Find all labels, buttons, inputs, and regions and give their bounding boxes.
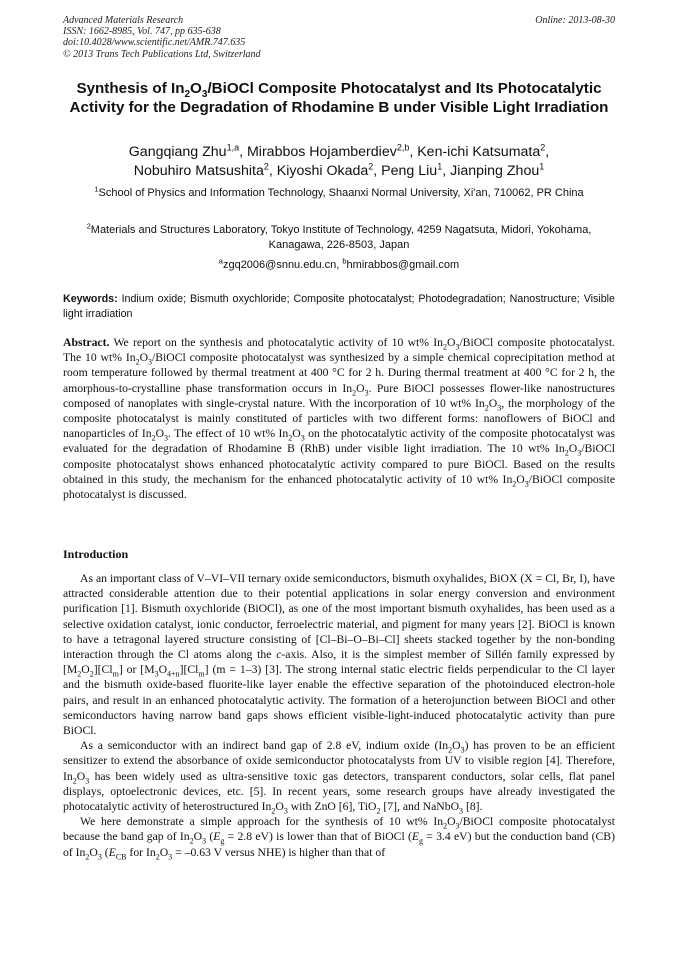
author: Jianping Zhou — [450, 163, 540, 179]
affiliation-1: $^1$School of Physics and Information Technology, Shaanxi Normal University, Xi'an, 710062, PR China — [94, 184, 584, 199]
journal-header — [63, 15, 615, 60]
author-emails: $^a$zgq2006@snnu.edu.cn, $^b$hmirabbos@gmail.com — [218, 256, 460, 271]
author: Kiyoshi Okada — [276, 163, 369, 179]
journal-name: Advanced Materials Research — [63, 15, 184, 26]
author: Ken-ichi Katsumata — [417, 144, 541, 160]
author: Mirabbos Hojamberdiev — [246, 144, 397, 160]
keywords-label: Keywords: — [63, 293, 118, 305]
paragraph: We here demonstrate a simple approach for the synthesis of 10 wt% $In_2O_3$/BiOCl composite photocatalyst because the band gap of $In_2O_3$ ($E_g = 2.8$ eV) is lower than that of BiOCl ($E_g = 3.4$ eV) but the conduction band (CB) of $In_2O_3$ ($E_{CB}$ for $In_2O_3 = -0.63$ V versus NHE) is higher than that of — [63, 815, 615, 861]
abstract — [63, 335, 615, 502]
keywords-text: Indium oxide; Bismuth oxychloride; Composite photocatalyst; Photodegradation; Nanostructure; Visible light irradiation — [63, 293, 615, 320]
author: Nobuhiro Matsushita — [133, 163, 264, 179]
introduction-body — [63, 571, 615, 860]
author: Gangqiang Zhu — [128, 144, 227, 160]
author-list: Gangqiang Zhu$^{1,a}$, Mirabbos Hojamberdiev$^{2,b}$, Ken-ichi Katsumata$^2$, Nobuhiro Matsushita$^2$, Kiyoshi Okada$^2$, Peng Liu$^1$, Jianping Zhou$^1$ — [128, 142, 550, 179]
copyright-line: © 2013 Trans Tech Publications Ltd, Switzerland — [63, 48, 261, 60]
section-heading-introduction: Introduction — [63, 547, 129, 561]
abstract-label: Abstract. — [63, 336, 110, 349]
doi-line: doi:10.4028/www.scientific.net/AMR.747.635 — [63, 37, 246, 49]
abstract-body: We report on the synthesis and photocatalytic activity of 10 wt% $In_2O_3$/BiOCl composite photocatalyst. The 10 wt% $In_2O_3$/BiOCl composite photocatalyst was synthesized by a simple chemical coprecipitation method at room temperature followed by thermal treatment at 400 °C for 2 h. During thermal treatment at 400 °C for 2 h, the amorphous-to-crystalline phase transformation occurs in $In_2O_3$. Pure BiOCl possesses flower-like nanostructures composed of nanoplates with single-crystal nature. With the incorporation of 10 wt% $In_2O_3$, the morphology of the composite photocatalyst is mainly constituted of particles with two different forms: nanoflowers of BiOCl and nanoparticles of $In_2O_3$. The effect of 10 wt% $In_2O_3$ on the photocatalytic activity of the composite photocatalyst was evaluated for the degradation of Rhodamine B (RhB) under visible light irradiation. The 10 wt% $In_2O_3$/BiOCl composite photocatalyst shows enhanced photocatalytic activity compared to pure BiOCl. Based on the results obtained in this study, the mechanism for the enhanced photocatalytic activity of 10 wt% $In_2O_3$/BiOCl composite photocatalyst is discussed. — [63, 336, 616, 502]
paragraph: As a semiconductor with an indirect band gap of 2.8 eV, indium oxide $(In_2O_3)$ has proven to be an efficient sensitizer to extend the absorbance of oxide semiconductor photocatalysts from UV to visible region [4]. Therefore, $In_2O_3$ has been widely used as ultra-sensitive toxic gas detectors, transparent conductors, solar cells, flat panel displays, optoelectronic devices, etc. [5]. In recent years, some research groups have already investigated the photocatalytic activity of heterostructured $In_2O_3$ with ZnO [6], TiO$_2$ [7], and NaNbO$_3$ [8]. — [63, 739, 615, 816]
online-date: Online: 2013-08-30 — [535, 15, 615, 26]
affiliation-2: $^2$Materials and Structures Laboratory, Tokyo Institute of Technology, 4259 Nagatsuta, Midori, Yokohama, Kanagawa, 226-8503, Japan — [86, 221, 592, 251]
keywords — [63, 292, 615, 321]
author: Peng Liu — [381, 163, 438, 179]
paper-title: Synthesis of $In_2O_3$/BiOCl Composite Photocatalyst and Its Photocatalytic Activity for the Degradation of Rhodamine B under Visible Light Irradiation — [69, 80, 609, 116]
paragraph: As an important class of V–VI–VII ternary oxide semiconductors, bismuth oxyhalides, BiOX (X = Cl, Br, I), have attracted considerable attention due to their potential applications in solar energy conversion and environment purification [1]. Bismuth oxychloride (BiOCl), as one of the most important bismuth oxyhalides, has been used as a selective oxidation catalyst, ionic conductor, ferroelectric material, and pigment for many years [2]. BiOCl is known to have a tetragonal layered structure consisting of [Cl–Bi–O–Bi–Cl] sheets stacked together by the non-bonding interaction through the Cl atoms along the c-axis. Also, it is the simplest member of Sillén family expressed by $[M_2O_2][Cl_m]$ or $[M_3O_{4+n}][Cl_m] (m = 1-3)$ [3]. The strong internal static electric fields perpendicular to the Cl layer and the bismuth oxide-based fluorite-like layer enable the effective separation of the photoinduced electron-hole pairs, and result in an enhanced photocatalytic activity. The formation of a heterojunction between BiOCl and other semiconductors having narrow band gaps shows efficient visible-light-induced photocatalytic activity than pure BiOCl. — [63, 572, 615, 738]
issn-line: ISSN: 1662-8985, Vol. 747, pp 635-638 — [63, 26, 221, 38]
